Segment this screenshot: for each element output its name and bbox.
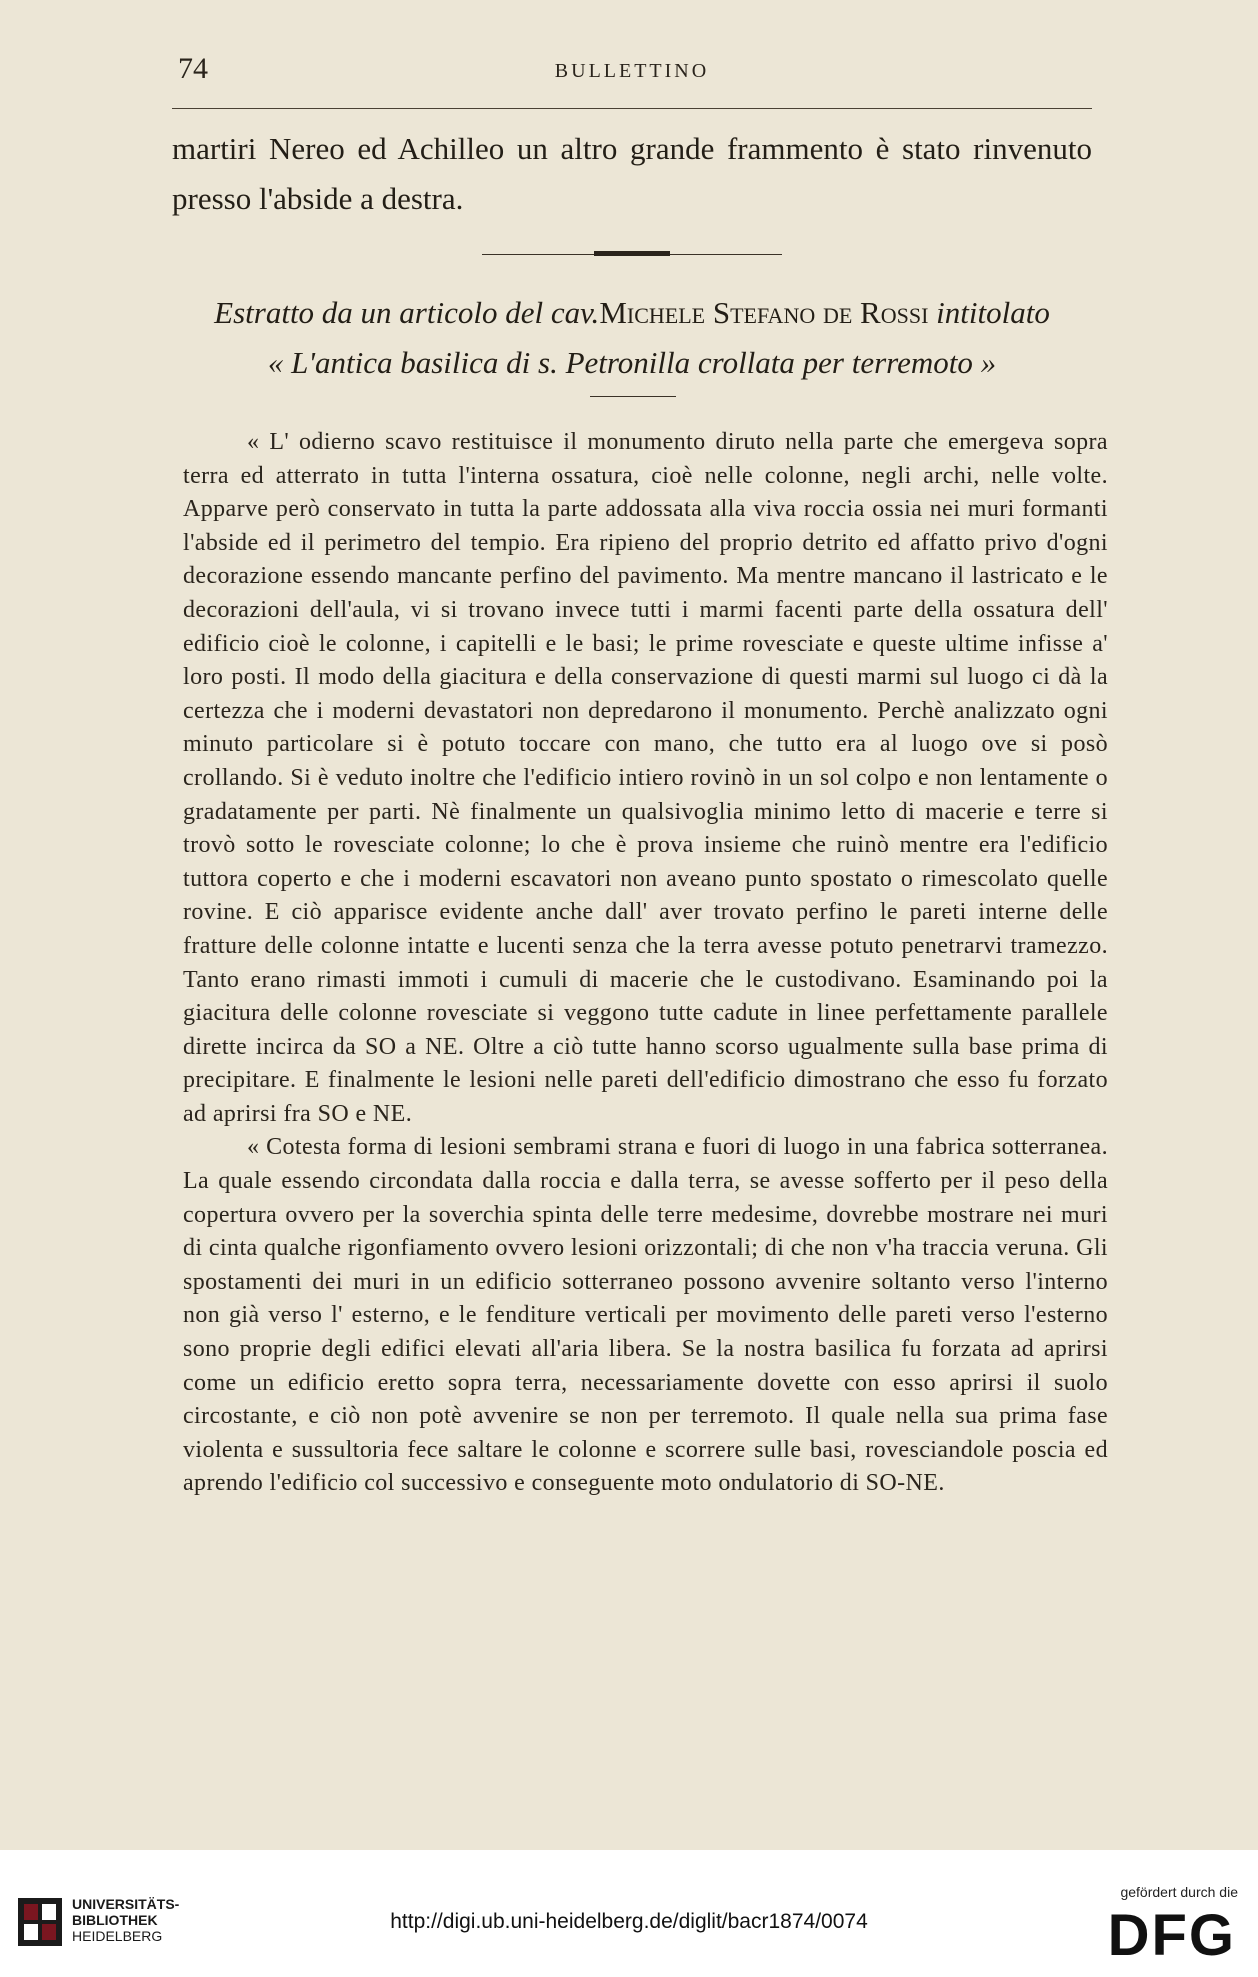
title-subtitle: « L'antica basilica di s. Petronilla crollata per terremoto » — [267, 345, 997, 380]
body-paragraph-1: « L' odierno scavo restituisce il monumento diruto nella parte che emergeva sopra terra ed atterrato in tutta l'interna ossatura, cioè nelle colonne, negli archi, nelle volte. Apparve però conservato in tutta la parte addossata alla viva roccia ossia nei muri formanti l'abside ed il perimetro del tempio. Era ripieno del proprio detrito ed affatto privo d'ogni decorazione essendo mancante perfino del pavimento. Ma mentre mancano il lastricato e le decorazioni dell'aula, vi si trovano invece tutti i marmi facenti parte della ossatura dell' edificio cioè le colonne, i capitelli e le basi; le prime rovesciate e queste ultime infisse a' loro posti. Il modo della giacitura e della conservazione di questi marmi sul luogo ci dà la certezza che i moderni devastatori non depredarono il monumento. Perchè analizzato ogni minuto particolare si è potuto toccare con mano, che tutto era al luogo ove si posò crollando. Si è veduto inoltre che l'edificio intiero rovinò in un sol colpo e non lentamente o gradatamente per parti. Nè finalmente un qualsivoglia minimo letto di macerie e terre si trovò sotto le rovesciate colonne; lo che è prova insieme che ruinò mentre era l'edificio tuttora coperto e che i moderni escavatori non aveano punto spostato o rimescolato quelle rovine. E ciò apparisce evidente anche dall' aver trovato perfino le pareti interne delle fratture delle colonne intatte e lucenti senza che la terra avesse potuto penetrarvi tramezzo. Tanto erano rimasti immoti i cumuli di macerie che le custodivano. Esaminando poi la giacitura delle colonne rovesciate si veggono tutte cadute in linee perfettamente parallele dirette incirca da SO a NE. Oltre a ciò tutte hanno scorso ugualmente sulla base prima di precipitare. E finalmente le lesioni nelle pareti dell'edificio dimostrano che esso fu forzato ad aprirsi fra SO e NE. — [183, 429, 1108, 1127]
body-paragraph-2: « Cotesta forma di lesioni sembrami strana e fuori di luogo in una fabrica sotterranea. La quale essendo circondata dalla roccia e dalla terra, se avesse sofferto per il peso della copertura ovvero per la soverchia spinta delle terre medesime, dovrebbe mostrare nei muri di cinta qualche rigonfiamento ovvero lesioni orizzontali; di che non v'ha traccia veruna. Gli spostamenti dei muri in un edificio sotterraneo possono avvenire soltanto verso l'interno non già verso l' esterno, e le fenditure verticali per movimento delle pareti verso l'esterno sono proprie degli edifici elevati all'aria libera. Se la nostra basilica fu forzata ad aprirsi come un edificio eretto sopra terra, necessariamente dovette con esso aprirsi il suolo circostante, e ciò non potè avvenire se non per terremoto. Il quale nella sua prima fase violenta e sussultoria fece saltare le colonne e scorrere sulle basi, rovesciandole poscia ed aprendo l'edificio col successivo e conseguente moto ondulatorio di SO-NE. — [183, 1134, 1108, 1497]
dfg-logo: DFG — [1107, 1903, 1236, 1968]
library-line-2: BIBLIOTHEK — [72, 1912, 158, 1928]
ornament-divider-center — [594, 251, 670, 256]
header-rule — [172, 108, 1092, 109]
page-number: 74 — [178, 52, 208, 85]
library-line-1: UNIVERSITÄTS- — [72, 1896, 180, 1912]
title-rule — [590, 396, 676, 397]
footer-bar — [0, 1850, 1258, 1977]
title-prefix: Estratto da un articolo del cav. — [214, 295, 600, 330]
running-title: BULLETTINO — [554, 60, 710, 82]
page-header — [172, 52, 1092, 92]
title-suffix: intitolato — [928, 295, 1050, 330]
source-url[interactable]: http://digi.ub.uni-heidelberg.de/diglit/bacr1874/0074 — [390, 1910, 868, 1933]
library-line-3: HEIDELBERG — [72, 1928, 163, 1944]
funded-by-label: gefördert durch die — [1120, 1884, 1238, 1900]
article-body — [183, 426, 1108, 1501]
article-title — [150, 288, 1114, 388]
title-author: Michele Stefano de Rossi — [599, 295, 929, 330]
intro-paragraph: martiri Nereo ed Achilleo un altro grande frammento è stato rinvenuto presso l'abside a destra. — [172, 131, 1092, 216]
